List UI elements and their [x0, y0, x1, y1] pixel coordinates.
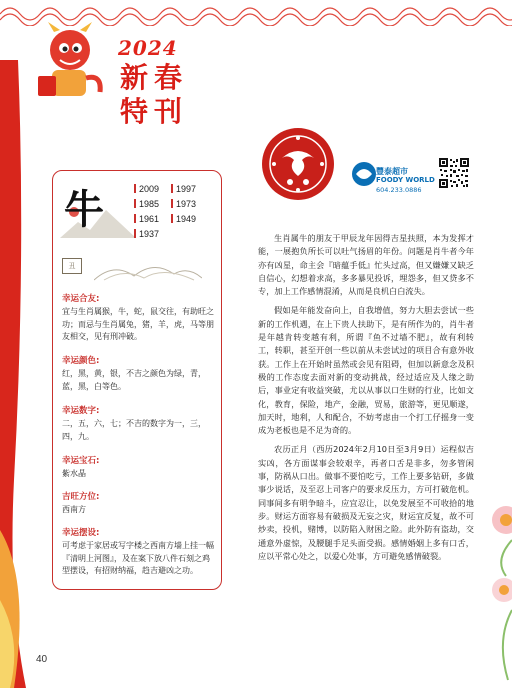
article-paragraph: 农历正月（西历2024年2月10日至3月9日）运程似吉实凶，各方面谋事会较艰辛，再者口舌是非多，勿多管闲事，防祸从口出。做事不要怕吃亏，工作上要多钻研，多做事少说话，及至忍上司客户的要求反压力，方可打破危机。同事间多有明争暗斗，应宜忍让，以免发展至不可收拾的地步。财运方面容易有破损及无妄之灾，财运宜反复，故不可炒卖，投机，赌博，以防陷入财困之险。此外防有盗劫，交通意外虚惊，及腰腿手足头面受损。感情婚姻上多有口舌，应以平常心处之，以爱心处事，方可避免感情破裂。	[258, 444, 474, 561]
section-body: 宜与生肖属猴，牛，蛇，鼠交往，有助旺之功；而忌与生肖属兔，猪，羊，虎，马等朋友相交，见有刑冲破。	[62, 307, 214, 341]
zodiac-year: 1985	[134, 197, 171, 212]
lucky-decor-section	[62, 526, 214, 578]
zodiac-year: 1937	[134, 227, 171, 242]
section-title: 幸运数字:	[62, 406, 100, 416]
section-title: 吉旺方位:	[62, 492, 100, 502]
zodiac-year: 1973	[171, 197, 208, 212]
year-row	[134, 182, 220, 197]
issue-year: 2024	[118, 36, 178, 60]
left-red-ribbon	[0, 60, 34, 688]
lucky-colors-section	[62, 354, 214, 393]
article-paragraph: 生肖属牛的朋友于甲辰龙年因得吉星扶照，本为发挥才能，一展抱负所长可以吐气扬眉的年份。问题是肖牛者今年亦有凶星，命主会『暗蕴手低』忙头过高，但又嫌嫌又缺乏自信心，幻想着求高，多多暴见投诉，埋怨多，但又贷多不专，加上工作感情混淆，从而是良机白白流失。	[258, 233, 474, 297]
section-title: 幸运宝石:	[62, 456, 100, 466]
dragon-mascot-icon	[30, 22, 110, 104]
year-row	[134, 212, 220, 227]
section-body: 红，黑，黄，银，不吉之颜色为绿，青，蓝，黑，白等色。	[62, 369, 206, 391]
qr-code-icon[interactable]	[438, 157, 470, 189]
zodiac-seal: 丑	[62, 258, 82, 274]
hills-decoration-icon	[94, 258, 202, 282]
horoscope-article	[258, 232, 474, 569]
issue-title-line2: 特刊	[120, 95, 189, 128]
advert-brand-cn: 豐泰超市	[376, 167, 408, 176]
zodiac-years-list	[134, 182, 220, 242]
zodiac-year: 1997	[171, 182, 208, 197]
zodiac-character: 牛	[64, 186, 104, 233]
ox-papercut-seal-icon	[258, 124, 338, 204]
issue-title-line1: 新春	[120, 61, 189, 94]
section-title: 幸运摆设:	[62, 528, 100, 538]
lucky-gem-section	[62, 454, 214, 481]
zodiac-year: 1961	[134, 212, 171, 227]
page-number: 40	[36, 654, 48, 665]
year-row	[134, 227, 220, 242]
section-title: 幸运合友:	[62, 294, 100, 304]
section-body: 二，五，六，七；不吉的数字为一，三，四，九。	[62, 419, 206, 441]
zodiac-year: 2009	[134, 182, 171, 197]
lucky-numbers-section	[62, 404, 214, 443]
advert-phone: 604.233.0886	[376, 186, 422, 194]
advert-brand-en: FOODY WORLD	[376, 176, 435, 184]
section-body: 西南方	[62, 505, 86, 514]
section-body: 紫水晶	[62, 469, 86, 478]
floral-decoration-icon	[476, 480, 512, 688]
zodiac-year: 1949	[171, 212, 208, 227]
lucky-direction-section	[62, 490, 214, 517]
lucky-companions-section	[62, 292, 214, 344]
article-paragraph: 假如是年能发奋向上，自我增值，努力大胆去尝试一些新的工作机遇，在上下贵人扶助下，是有所作为的，肖牛者是年越肯转变越有利，所谓『鱼不过墙不肥』，故有利转工，转职，甚至开创一些以前从未尝试过的项目合有意外收获。工作上在开始时虽然或会见有阻碍，但加以新意念及积极的工作态度去面对新的变动挑战，经过适应及人缘之助后，事业定有收益突破，尤以从事以口生财的行业，比如文化，教育，保险，地产，金融，贸易，旅游等，更见顺遂，加天时，地利，人和配合，不妨考虑由一个打工仔摇身一变成为老板也是不足为奇的。	[258, 305, 474, 436]
section-title: 幸运颜色:	[62, 356, 100, 366]
year-row	[134, 197, 220, 212]
section-body: 可考虑于家居或写字楼之西南方墙上挂一幅『清明上河图』，及在案下放八件石刻之鸡型摆设，有招财纳福，趋吉避凶之功。	[62, 541, 214, 575]
